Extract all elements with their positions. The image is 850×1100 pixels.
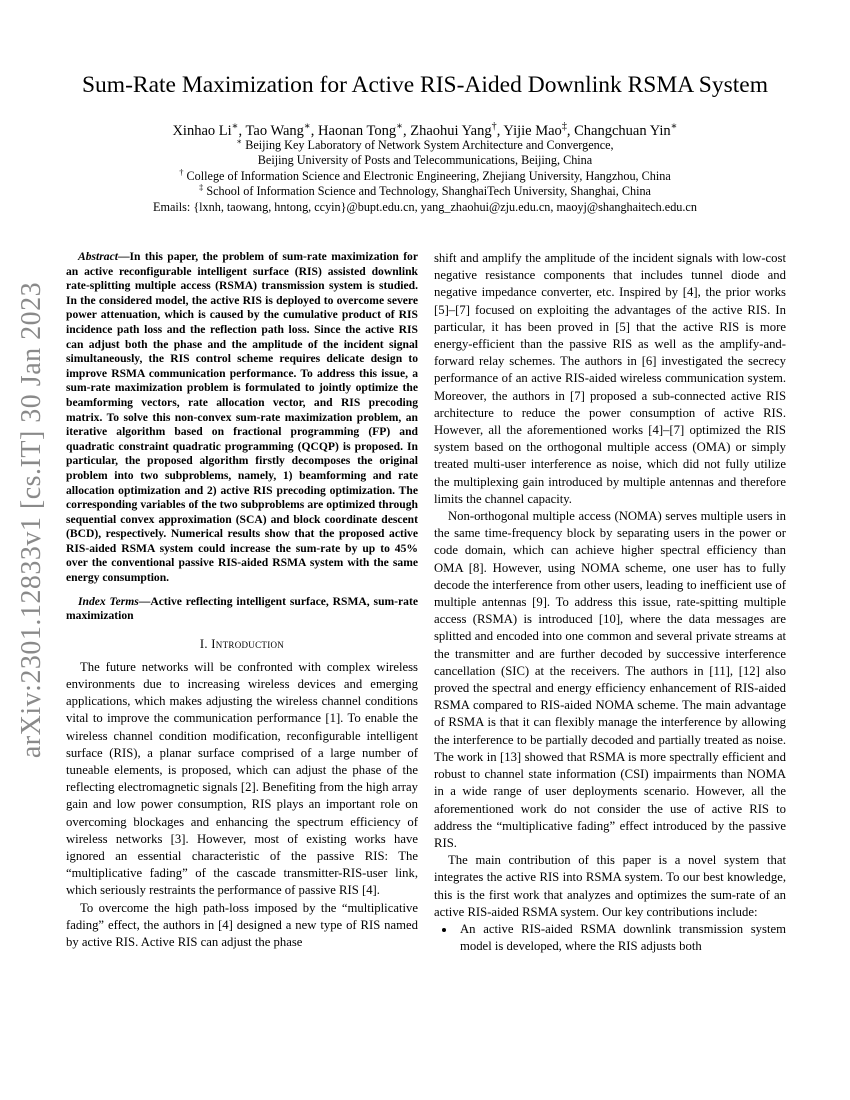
affiliations [60,135,790,215]
paragraph: To overcome the high path-loss imposed by the “multiplicative fading” effect, the authors in [4] designed a new type of RIS named by active RIS. Active RIS can adjust the phase [66,900,418,950]
left-column [66,250,418,951]
right-column [434,250,786,955]
affiliation-bupt: ∗ Beijing Key Laboratory of Network System Architecture and Convergence, [236,135,614,152]
index-terms-label: Index Terms [78,594,139,608]
author: Changchuan Yin∗ [574,121,678,139]
author: Yijie Mao‡ [503,121,567,139]
paragraph: shift and amplify the amplitude of the incident signals with low-cost negative resistance components that includes tunnel diode and negative impedance converter, etc. Inspired by [4], the prior works [5]–[7] focused on exploiting the advantages of the active RIS. In particular, it has been proved in [5] that the active RIS is more energy-efficient than the passive RIS as well as the amplify-and-forward relay schemes. The authors in [6] investigated the secrecy performance of an active RIS-aided wireless communication system. Moreover, the authors in [7] proposed a sub-connected active RIS architecture to reduce the power consumption of active RIS. However, all the aforementioned works [4]–[7] optimized the RIS system based on the orthogonal multiple access (OMA) or simply treated multi-user interference as noise, which did not fully utilize the multiplexing gain introduced by multiple antennas and therefore limits the channel capacity. [434,251,786,506]
paper-title: Sum-Rate Maximization for Active RIS-Aided Downlink RSMA System [81,72,769,98]
author-emails: Emails: {lxnh, taowang, hntong, ccyin}@bupt.edu.cn, yang_zhaohui@zju.edu.cn, maoyj@shanghaitech.edu.cn [153,199,697,214]
author: Haonan Tong∗ [318,121,403,139]
index-terms-text: —Active reflecting intelligent surface, RSMA, sum-rate maximization [66,594,418,623]
author: Xinhao Li∗ [172,121,239,139]
paragraph: Non-orthogonal multiple access (NOMA) serves multiple users in the same time-frequency block by separating users in the power or code domain, which can achieve higher spectral efficiency than OMA [8]. However, using NOMA scheme, one user has to fully decode the interference from other users, leading to inefficient use of multiple antennas [9]. To address this issue, rate-spitting multiple access (RSMA) is introduced [10], where the data messages are splitted and encoded into one common and several private streams at the transmitter and are further decoded by successive interference cancellation (SIC) at the receivers. The authors in [11], [12] also proved the spectral and energy efficiency enhancement of RIS-aided RSMA compared to RIS-aided NOMA scheme. The main advantage of RSMA is that it can flexibly manage the interference by allowing the interference to be partially decoded and partially treated as noise. The work in [13] showed that RSMA is more spectrally efficient and robust to channel state information (CSI) impairments than NOMA in a wide range of user deployments scenario. However, all the aforementioned work do not consider the use of active RIS to address the “multiplicative fading” effect introduced by the passive RIS. [434,509,786,850]
index-terms [66,595,418,624]
affiliation-zju: † College of Information Science and Electronic Engineering, Zhejiang University, Hangzhou, China [179,166,671,183]
list-item: • An active RIS-aided RSMA downlink transmission system model is developed, where the RIS adjusts both [456,921,786,955]
abstract-text: —In this paper, the problem of sum-rate maximization for an active reconfigurable intelligent surface (RIS) assisted downlink rate-splitting multiple access (RSMA) transmission system is studied. In the considered model, the active RIS is deployed to overcome severe power attenuation, which is caused by the cumulative product of RIS incidence path loss and the reflection path loss. Since the active RIS can adjust both the phase and the amplitude of the incident signal simultaneously, the RIS control scheme requires delicate design to improve RSMA communication performance. To address this issue, a sum-rate maximization problem is formulated to jointly optimize the beamforming vectors, rate allocation vector, and RIS precoding matrix. To solve this non-convex sum-rate maximization problem, an iterative algorithm based on fractional programming (FP) and quadratic constraint quadratic programming (QCQP) is proposed. In particular, the proposed algorithm firstly decomposes the original problem into two subproblems, namely, 1) beamforming and rate allocation optimization and 2) active RIS precoding optimization. The corresponding variables of the two subproblems are optimized through sequential convex approximation (SCA) and block coordinate descent (BCD), respectively. Numerical results show that the proposed active RIS-aided RSMA system could increase the sum-rate by up to 45% over the conventional passive RIS-aided RSMA system with the same energy consumption. [66,250,418,585]
author-list: Xinhao Li∗, Tao Wang∗, Haonan Tong∗, Zhaohui Yang†, Yijie Mao‡, Changchuan Yin∗ [172,121,678,139]
section-heading: I. Introduction [199,636,285,651]
affiliation-shanghaitech: ‡ School of Information Science and Technology, ShanghaiTech University, Shanghai, China [199,182,651,199]
author: Zhaohui Yang† [410,121,497,139]
paragraph: The main contribution of this paper is a novel system that integrates the active RIS into RSMA system. To our best knowledge, this is the first work that analyzes and optimizes the sum-rate of an active RIS-aided RSMA system. Our key contributions include: [434,853,786,919]
paragraph: The future networks will be confronted with complex wireless environments due to increasing wireless devices and emerging applications, which makes adjusting the wireless channel conditions vital to improve the communication performance [1]. To enable the wireless channel condition modification, reconfigurable intelligent surface (RIS), a planar surface comprised of a large number of tuneable elements, is proposed, which can adjust the phase of the reflecting electromagnetic signals [2]. Benefiting from the high array gain and low power consumption, RIS plays an important role on overcoming blockages and enhancing the spectrum efficiency of wireless networks [3]. However, most of existing works have ignored an essential characteristic of the passive RIS: The “multiplicative fading” of the cascade transmitter-RIS-user link, which seriously restraints the performance of passive RIS [4]. [66,659,418,898]
arxiv-watermark [0,0,60,1100]
arxiv-id: arXiv:2301.12833v1 [cs.IT] 30 Jan 2023 [16,281,47,759]
abstract-label: Abstract [78,250,118,263]
affiliation-bupt-line2: Beijing University of Posts and Telecommunications, Beijing, China [257,153,593,168]
contribution-list [434,921,786,955]
abstract [66,250,418,586]
author: Tao Wang∗ [245,121,311,139]
